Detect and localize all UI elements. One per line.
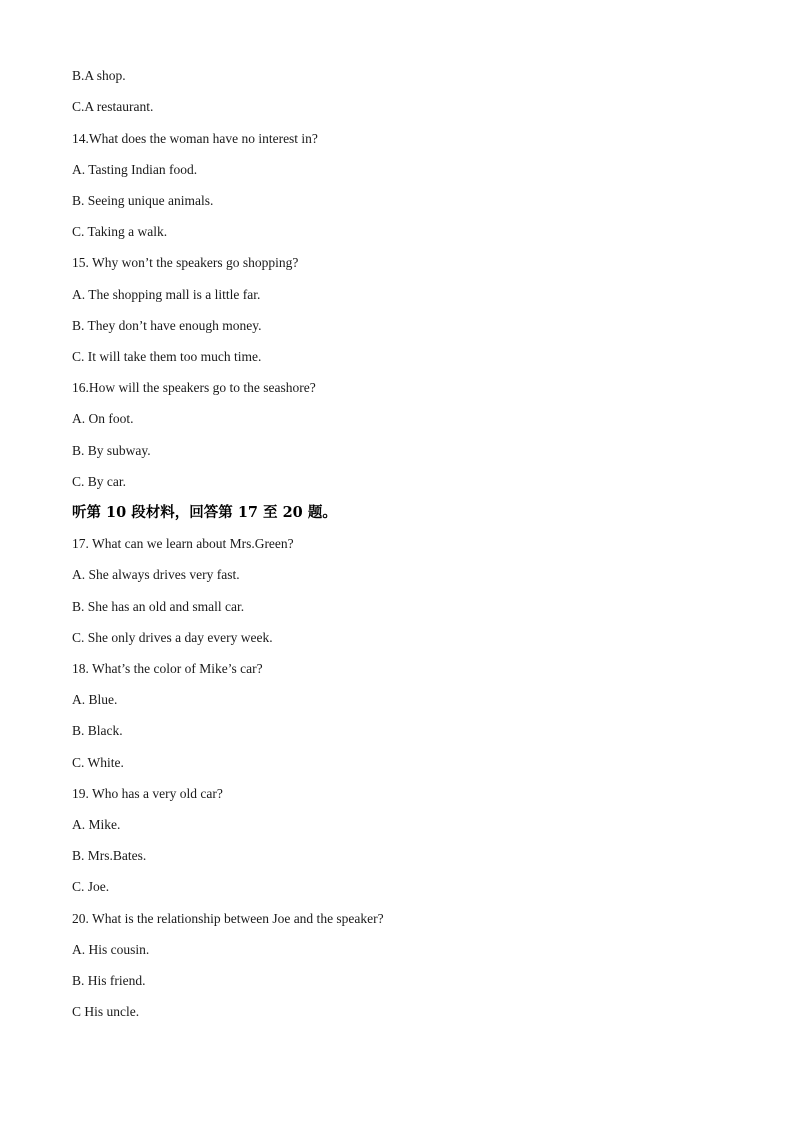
option-14c: C. Taking a walk. xyxy=(72,224,168,239)
option-18b: B. Black. xyxy=(72,723,123,738)
question-15: 15. Why won’t the speakers go shopping? xyxy=(72,255,299,270)
question-20: 20. What is the relationship between Joe and the speaker? xyxy=(72,911,384,926)
option-17a: A. She always drives very fast. xyxy=(72,567,240,582)
option-15a: A. The shopping mall is a little far. xyxy=(72,287,261,302)
option-20b: B. His friend. xyxy=(72,973,146,988)
option-14b: B. Seeing unique animals. xyxy=(72,193,214,208)
option-13c: C.A restaurant. xyxy=(72,99,154,114)
question-17: 17. What can we learn about Mrs.Green? xyxy=(72,536,294,551)
question-14: 14.What does the woman have no interest in? xyxy=(72,131,318,146)
option-15b: B. They don’t have enough money. xyxy=(72,318,262,333)
option-20a: A. His cousin. xyxy=(72,942,150,957)
option-15c: C. It will take them too much time. xyxy=(72,349,262,364)
section-heading: 听第 10 段材料，回答第 17 至 20 题。 xyxy=(72,504,337,521)
option-16b: B. By subway. xyxy=(72,443,151,458)
option-19a: A. Mike. xyxy=(72,817,121,832)
option-17c: C. She only drives a day every week. xyxy=(72,630,273,645)
option-13b: B.A shop. xyxy=(72,68,126,83)
question-19: 19. Who has a very old car? xyxy=(72,786,223,801)
option-18c: C. White. xyxy=(72,755,124,770)
option-18a: A. Blue. xyxy=(72,692,118,707)
option-19b: B. Mrs.Bates. xyxy=(72,848,147,863)
option-16a: A. On foot. xyxy=(72,411,134,426)
option-19c: C. Joe. xyxy=(72,879,110,894)
question-16: 16.How will the speakers go to the seashore? xyxy=(72,380,316,395)
option-17b: B. She has an old and small car. xyxy=(72,599,245,614)
option-16c: C. By car. xyxy=(72,474,126,489)
option-20c: C His uncle. xyxy=(72,1004,140,1019)
option-14a: A. Tasting Indian food. xyxy=(72,162,198,177)
question-18: 18. What’s the color of Mike’s car? xyxy=(72,661,263,676)
